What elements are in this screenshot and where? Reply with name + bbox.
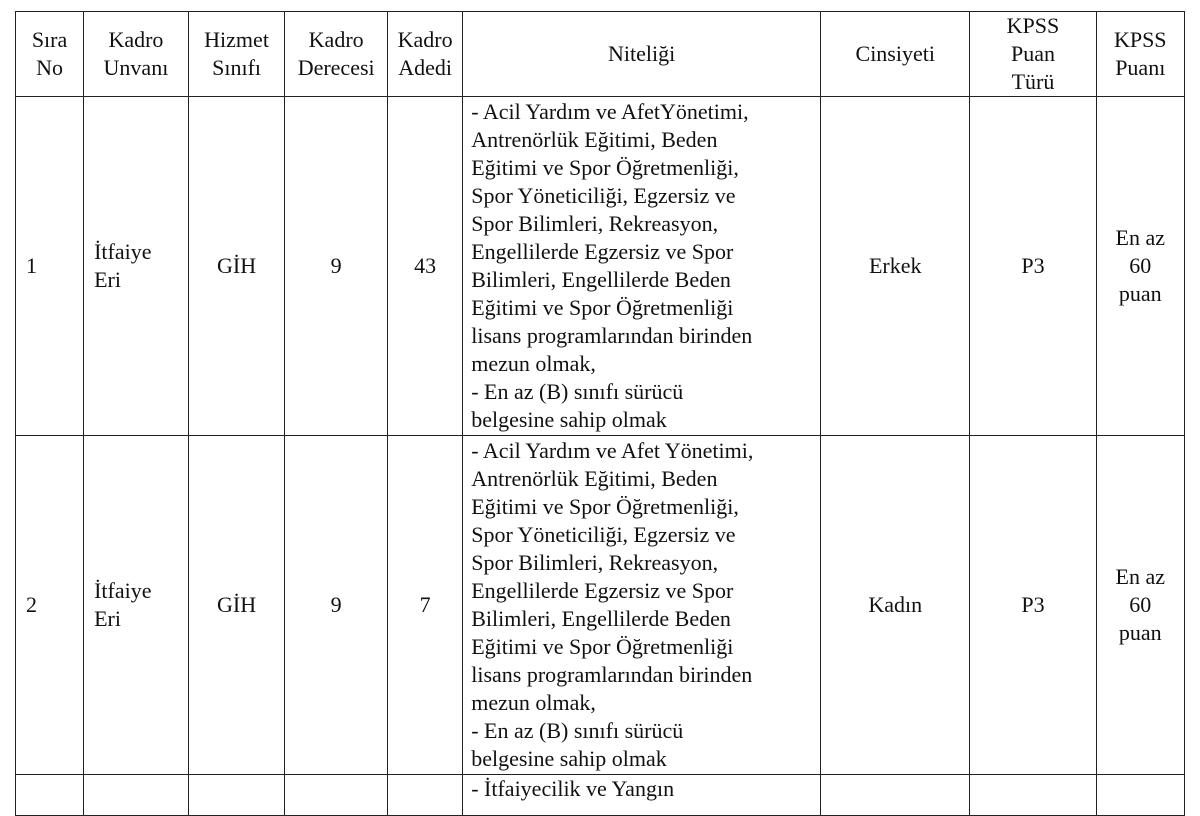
niteligi-line: - İtfaiyecilik ve Yangın [471, 776, 675, 801]
cell-niteligi [463, 97, 821, 436]
niteligi-line: lisans programlarından birinden [471, 323, 753, 348]
cell-hizmet-sinifi [188, 775, 285, 816]
niteligi-line: lisans programlarından birinden [471, 662, 753, 687]
niteligi-line: - En az (B) sınıfı sürücü [471, 379, 684, 404]
cell-kadro-unvani: İtfaiye Eri [84, 97, 189, 436]
cell-kadro-unvani: İtfaiye Eri [84, 436, 189, 775]
cell-hizmet-sinifi: GİH [188, 436, 285, 775]
niteligi-line: - En az (B) sınıfı sürücü [471, 718, 684, 743]
kadro-table [15, 11, 1185, 816]
header-niteligi: Niteliği [463, 12, 821, 97]
header-kpss-puani: KPSS Puanı [1096, 12, 1185, 97]
cell-sira-no [16, 775, 84, 816]
niteligi-line: Bilimleri, Engellilerde Beden [471, 267, 731, 292]
cell-sira-no: 2 [16, 436, 84, 775]
header-cinsiyeti: Cinsiyeti [821, 12, 970, 97]
niteligi-line: Eğitimi ve Spor Öğretmenliği [471, 634, 734, 659]
cell-kadro-derecesi: 9 [285, 436, 388, 775]
cell-kpss-puan-turu [970, 775, 1096, 816]
niteligi-line: Eğitimi ve Spor Öğretmenliği [471, 295, 734, 320]
niteligi-line: mezun olmak, [471, 351, 596, 376]
cell-kpss-puan-turu: P3 [970, 97, 1096, 436]
cell-sira-no: 1 [16, 97, 84, 436]
header-kadro-derecesi: Kadro Derecesi [285, 12, 388, 97]
cell-kadro-adedi [388, 775, 463, 816]
cell-kadro-unvani [84, 775, 189, 816]
niteligi-line: Spor Yöneticiliği, Egzersiz ve [471, 522, 736, 547]
niteligi-line: Bilimleri, Engellilerde Beden [471, 606, 731, 631]
cell-kadro-adedi: 7 [388, 436, 463, 775]
niteligi-line: Antrenörlük Eğitimi, Beden [471, 127, 718, 152]
cell-kadro-adedi: 43 [388, 97, 463, 436]
niteligi-line: Spor Yöneticiliği, Egzersiz ve [471, 183, 736, 208]
niteligi-line: mezun olmak, [471, 690, 596, 715]
header-kpss-puan-turu: KPSS Puan Türü [970, 12, 1096, 97]
table-row [16, 97, 1185, 436]
header-kadro-unvani: Kadro Unvanı [84, 12, 189, 97]
header-sira-no: Sıra No [16, 12, 84, 97]
cell-kadro-derecesi: 9 [285, 97, 388, 436]
niteligi-line: Antrenörlük Eğitimi, Beden [471, 466, 718, 491]
cell-cinsiyeti: Erkek [821, 97, 970, 436]
niteligi-line: - Acil Yardım ve Afet Yönetimi, [471, 438, 754, 463]
cell-kpss-puani [1096, 775, 1185, 816]
niteligi-line: Spor Bilimleri, Rekreasyon, [471, 211, 719, 236]
header-hizmet-sinifi: Hizmet Sınıfı [188, 12, 285, 97]
cell-kadro-derecesi [285, 775, 388, 816]
cell-cinsiyeti [821, 775, 970, 816]
niteligi-line: Engellilerde Egzersiz ve Spor [471, 239, 734, 264]
header-kadro-adedi: Kadro Adedi [388, 12, 463, 97]
niteligi-line: Engellilerde Egzersiz ve Spor [471, 578, 734, 603]
niteligi-line: - Acil Yardım ve AfetYönetimi, [471, 99, 749, 124]
table-header-row [16, 12, 1185, 97]
table-row [16, 436, 1185, 775]
niteligi-line: Eğitimi ve Spor Öğretmenliği, [471, 494, 739, 519]
niteligi-line: belgesine sahip olmak [471, 407, 667, 432]
cell-hizmet-sinifi: GİH [188, 97, 285, 436]
niteligi-line: belgesine sahip olmak [471, 746, 667, 771]
cell-niteligi [463, 436, 821, 775]
cell-cinsiyeti: Kadın [821, 436, 970, 775]
cell-niteligi [463, 775, 821, 816]
niteligi-line: Eğitimi ve Spor Öğretmenliği, [471, 155, 739, 180]
niteligi-line: Spor Bilimleri, Rekreasyon, [471, 550, 719, 575]
cell-kpss-puan-turu: P3 [970, 436, 1096, 775]
cell-kpss-puani: En az 60 puan [1096, 436, 1185, 775]
cell-kpss-puani: En az 60 puan [1096, 97, 1185, 436]
table-row-partial [16, 775, 1185, 816]
